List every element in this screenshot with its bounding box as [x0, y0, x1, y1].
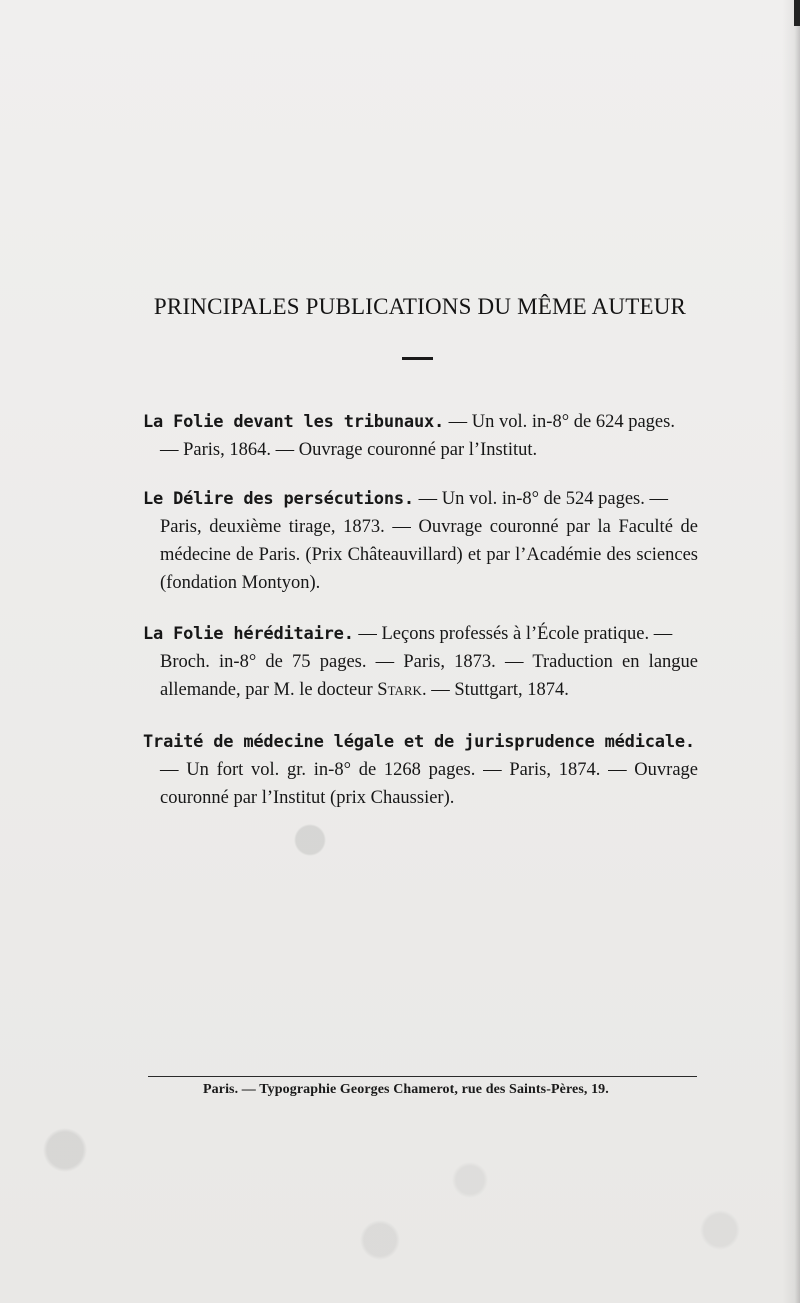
page-edge-shadow — [782, 0, 800, 1303]
entry-lead-rest: — Un vol. in-8° de 624 pages. — [444, 412, 675, 432]
entry-title: La Folie devant les tribunaux. — [143, 412, 445, 432]
entry-continuation: — Paris, 1864. — Ouvrage couronné par l’Institut. — [160, 440, 538, 460]
entry-continuation — [143, 648, 698, 704]
publication-entry-2 — [143, 485, 698, 597]
continuation-part-b: . — Stuttgart, 1874. — [421, 680, 569, 700]
entry-lead — [143, 408, 698, 436]
continuation-part-a: Broch. in-8° de 75 pages. — Paris, 1873. — Traduction en langue allemande, par M. le docteur — [160, 652, 698, 700]
printer-imprint: Paris. — Typographie Georges Chamerot, rue des Saints-Pères, 19. — [203, 1082, 609, 1097]
publication-entry-1 — [143, 408, 698, 464]
entry-title: Traité de médecine légale et de jurisprudence médicale. — [143, 732, 695, 752]
entry-lead — [143, 728, 698, 756]
heading-rule — [402, 357, 433, 360]
footer-rule — [148, 1076, 697, 1077]
entry-title: La Folie héréditaire. — [143, 624, 354, 644]
entry-title: Le Délire des persécutions. — [143, 489, 414, 509]
publication-entry-4 — [143, 728, 698, 812]
page-heading: PRINCIPALES PUBLICATIONS DU MÊME AUTEUR — [153, 294, 687, 319]
entry-lead-rest: — Leçons professés à l’École pratique. — — [353, 624, 673, 644]
publication-entry-3 — [143, 620, 698, 704]
translator-name: Stark — [377, 680, 422, 700]
entry-lead — [143, 485, 698, 513]
entry-continuation: — Un fort vol. gr. in-8° de 1268 pages. — Paris, 1874. — Ouvrage couronné par l’Institut (prix Chaussier). — [160, 760, 698, 808]
entry-continuation: Paris, deuxième tirage, 1873. — Ouvrage couronné par la Faculté de médecine de Paris. (Prix Châteauvillard) et par l’Académie des sciences (fondation Montyon). — [160, 517, 698, 593]
entry-lead-rest: — Un vol. in-8° de 524 pages. — — [413, 489, 668, 509]
entry-lead — [143, 620, 698, 648]
corner-mark — [794, 0, 800, 26]
